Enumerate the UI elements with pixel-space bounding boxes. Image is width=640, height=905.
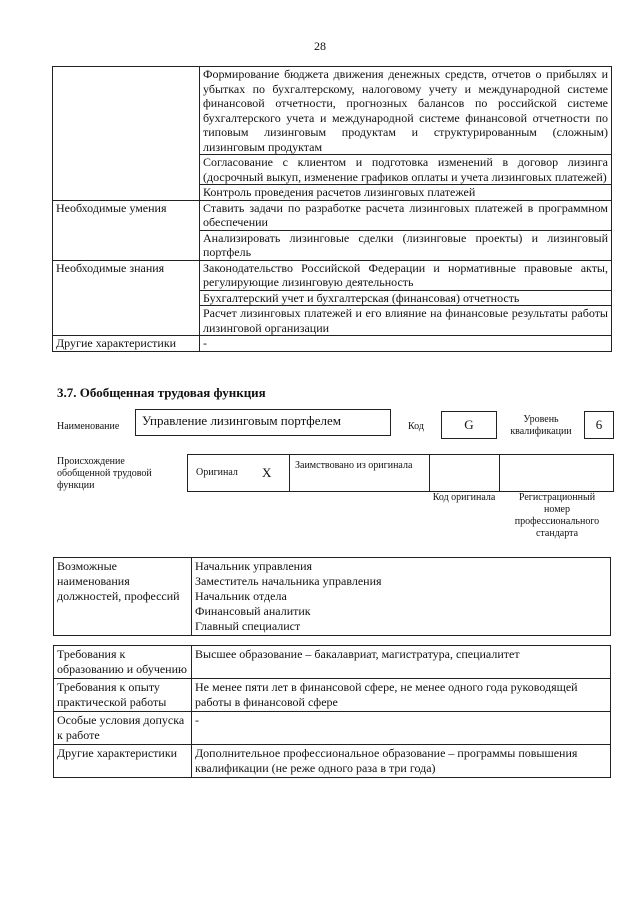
code-value: G bbox=[441, 411, 497, 439]
row-label: Требования к опыту практической работы bbox=[54, 679, 192, 712]
positions-table bbox=[53, 557, 611, 636]
table-cell: Высшее образование – бакалавриат, магистратура, специалитет bbox=[192, 646, 611, 679]
list-item: Главный специалист bbox=[195, 619, 301, 633]
table-row bbox=[54, 712, 611, 745]
list-item: Начальник управления bbox=[195, 559, 313, 573]
positions-list bbox=[192, 558, 611, 636]
requirements-table bbox=[53, 645, 611, 778]
skills-knowledge-table bbox=[52, 66, 612, 352]
code-label: Код bbox=[408, 421, 424, 432]
level-value: 6 bbox=[584, 411, 614, 439]
code-caption: Код оригинала bbox=[432, 492, 496, 503]
table-row bbox=[54, 679, 611, 712]
table-cell: Не менее пяти лет в финансовой сфере, не менее одного года руководящей работы в финансовой сфере bbox=[192, 679, 611, 712]
table-cell: Согласование с клиентом и подготовка изменений в договор лизинга (досрочный выкуп, изменение графиков оплаты и учета лизинговых платежей) bbox=[200, 155, 612, 185]
positions-label: Возможные наименования должностей, профессий bbox=[54, 558, 192, 636]
table-cell: Бухгалтерский учет и бухгалтерская (финансовая) отчетность bbox=[200, 290, 612, 306]
original-mark: X bbox=[262, 465, 272, 480]
page-number: 28 bbox=[314, 39, 326, 53]
name-value: Управление лизинговым портфелем bbox=[135, 409, 391, 436]
original-label: Оригинал bbox=[196, 467, 238, 478]
row-label: Необходимые умения bbox=[53, 200, 200, 260]
borrowed-label: Заимствовано из оригинала bbox=[295, 460, 413, 471]
table-row bbox=[54, 745, 611, 778]
row-label: Необходимые знания bbox=[53, 260, 200, 336]
reg-caption: Регистрационный номер профессионального стандарта bbox=[514, 492, 600, 539]
row-label bbox=[53, 67, 200, 201]
table-cell: - bbox=[200, 336, 612, 352]
row-label: Другие характеристики bbox=[54, 745, 192, 778]
origin-label: Происхождение обобщенной трудовой функции bbox=[57, 456, 152, 491]
divider bbox=[499, 455, 500, 491]
table-cell: Анализировать лизинговые сделки (лизинговые проекты) и лизинговый портфель bbox=[200, 230, 612, 260]
level-label: Уровень квалификации bbox=[510, 414, 572, 437]
row-label: Требования к образованию и обучению bbox=[54, 646, 192, 679]
divider bbox=[429, 455, 430, 491]
table-row bbox=[54, 646, 611, 679]
table-row bbox=[53, 336, 612, 352]
list-item: Заместитель начальника управления bbox=[195, 574, 382, 588]
table-cell: Расчет лизинговых платежей и его влияние на финансовые результаты работы лизинговой организации bbox=[200, 306, 612, 336]
row-label: Особые условия допуска к работе bbox=[54, 712, 192, 745]
table-cell: Законодательство Российской Федерации и нормативные правовые акты, регулирующие лизинговую деятельность bbox=[200, 260, 612, 290]
list-item: Финансовый аналитик bbox=[195, 604, 311, 618]
table-cell: - bbox=[192, 712, 611, 745]
table-cell: Дополнительное профессиональное образование – программы повышения квалификации (не реже одного раза в три года) bbox=[192, 745, 611, 778]
row-label: Другие характеристики bbox=[53, 336, 200, 352]
table-row bbox=[53, 200, 612, 230]
list-item: Начальник отдела bbox=[195, 589, 287, 603]
table-row bbox=[53, 67, 612, 155]
section-title: 3.7. Обобщенная трудовая функция bbox=[57, 385, 266, 400]
table-cell: Контроль проведения расчетов лизинговых платежей bbox=[200, 185, 612, 201]
table-row bbox=[53, 260, 612, 290]
table-cell: Формирование бюджета движения денежных средств, отчетов о прибылях и убытках по бухгалтерскому, налоговому учету и международной системе финансовой отчетности, прогнозных балансов по российской системе бухгалтерского учета и международной системе финансовой отчетности по типовым лизинговым продуктам и структурированным (сложным) лизинговым продуктам bbox=[200, 67, 612, 155]
origin-table bbox=[187, 454, 614, 492]
name-label: Наименование bbox=[57, 421, 120, 432]
table-row bbox=[54, 558, 611, 636]
divider bbox=[289, 455, 290, 491]
table-cell: Ставить задачи по разработке расчета лизинговых платежей в программном обеспечении bbox=[200, 200, 612, 230]
